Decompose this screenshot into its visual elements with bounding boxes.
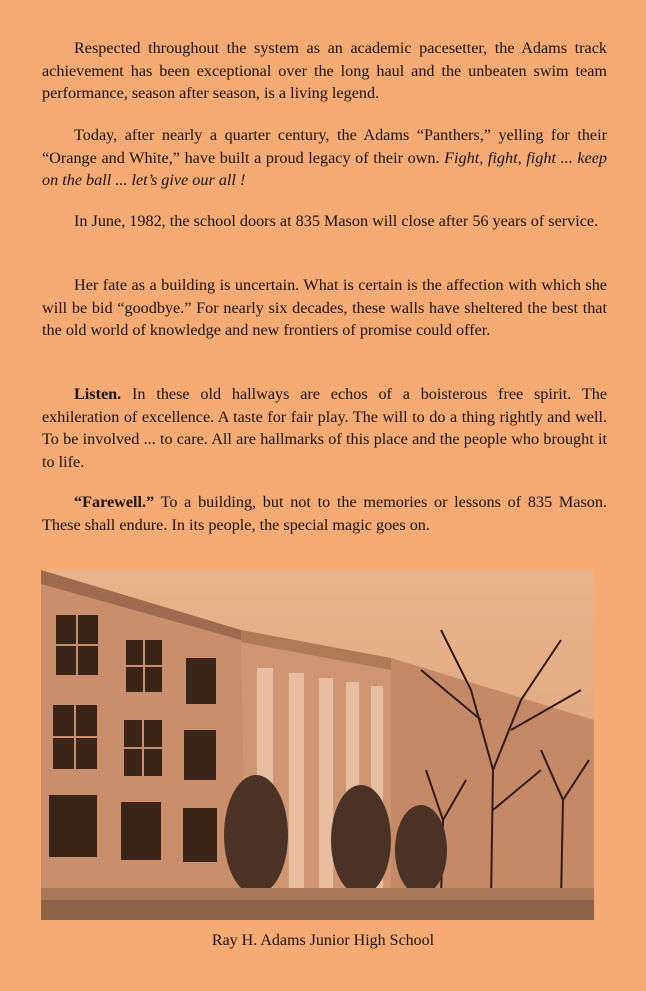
paragraph-closing-text: In June, 1982, the school doors at 835 Mason will close after 56 years of service. — [74, 212, 599, 230]
paragraph-fate-text: Her fate as a building is uncertain. What is certain is the affection with which she will be bid “goodbye.” For nearly six decades, these walls have sheltered the best that the old world of knowledge and new frontiers of promise could offer. — [42, 276, 607, 339]
photo-caption: Ray H. Adams Junior High School — [211, 932, 435, 949]
paragraph-listen — [42, 383, 607, 473]
paragraph-academics-text: Respected throughout the system as an academic pacesetter, the Adams track achievement has been exceptional over the long haul and the unbeaten swim team performance, season after season, is a living legend. — [42, 39, 607, 102]
paragraph-farewell — [42, 491, 607, 536]
paragraph-listen-text: In these old hallways are echos of a boisterous free spirit. The exhileration of excellence. A taste for fair play. The will to do a thing rightly and well. To be involved ... to care. All are hallmarks of this place and the people who brought it to life. — [42, 385, 608, 471]
paragraph-closing — [42, 210, 607, 233]
paragraph-panthers — [42, 124, 607, 192]
paragraph-fate — [42, 274, 607, 342]
paragraph-farewell-text: To a building, but not to the memories or lessons of 835 Mason. These shall endure. In its people, the special magic goes on. — [42, 493, 607, 534]
listen-lead: Listen. — [74, 385, 122, 403]
paragraph-academics — [42, 37, 607, 105]
farewell-lead: “Farewell.” — [74, 493, 155, 511]
paragraph-panthers-text: Today, after nearly a quarter century, the Adams “Panthers,” yelling for their “Orange and White,” have built a proud legacy of their own. — [42, 126, 607, 167]
school-photo — [41, 570, 594, 920]
cheer-text: Fight, fight, fight ... keep on the ball ... let’s give our all ! — [42, 148, 608, 189]
